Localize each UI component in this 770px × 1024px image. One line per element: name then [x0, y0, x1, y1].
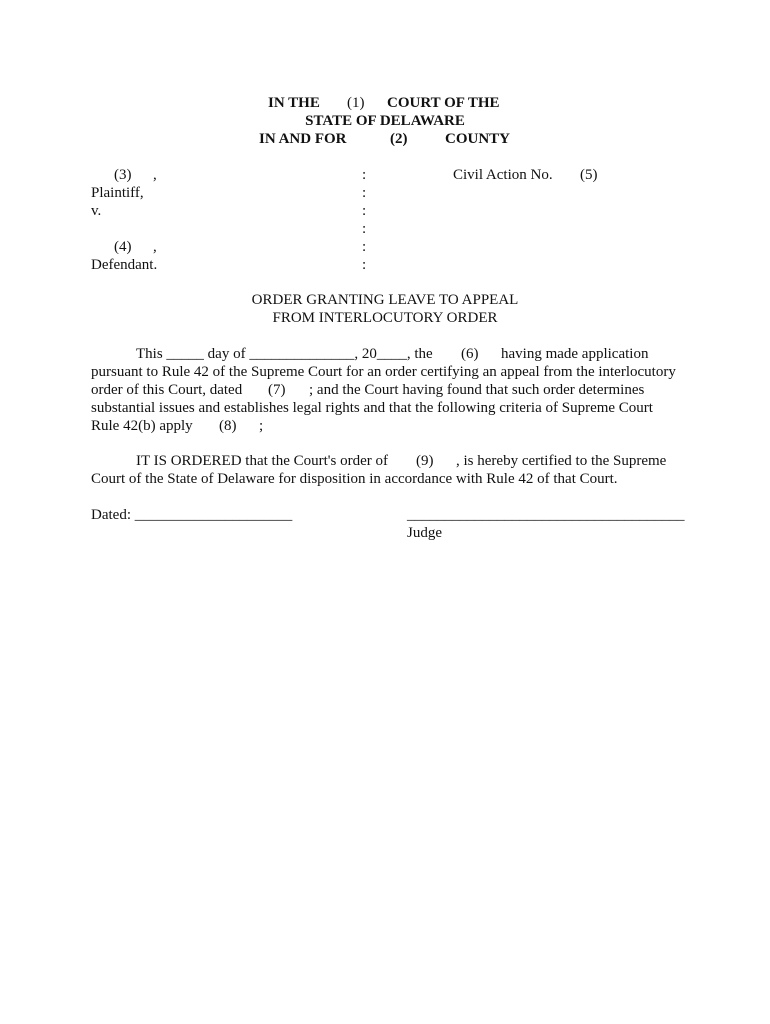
field-7-order-date: (7) [268, 382, 286, 398]
para1-line3-a: order of this Court, dated [91, 382, 243, 398]
field-9-order-reference: (9) [416, 453, 434, 469]
caption-in-and-for: IN AND FOR [259, 131, 347, 147]
para1-line4: substantial issues and establishes legal rights and that the following criteria of Supreme Court [91, 400, 653, 416]
caption-county: COUNTY [445, 131, 511, 147]
caption-separator: : [362, 257, 367, 273]
order-title-line-1: ORDER GRANTING LEAVE TO APPEAL [251, 292, 519, 308]
plaintiff-comma: , [153, 167, 157, 183]
field-3-plaintiff-name: (3) [114, 167, 132, 183]
caption-separator: : [362, 239, 367, 255]
field-6-applicant: (6) [461, 346, 479, 362]
judge-label: Judge [407, 525, 442, 541]
caption-separator: : [362, 185, 367, 201]
para1-line3-b: ; and the Court having found that such order determines [309, 382, 645, 398]
para2-line2: Court of the State of Delaware for disposition in accordance with Rule 42 of that Court. [91, 471, 618, 487]
caption-in-the: IN THE [268, 95, 320, 111]
order-title-line-2: FROM INTERLOCUTORY ORDER [272, 310, 498, 326]
dated-line: Dated: _____________________ [91, 507, 293, 523]
para1-line1-b: having made application [501, 346, 649, 362]
caption-state: STATE OF DELAWARE [305, 113, 465, 129]
defendant-comma: , [153, 239, 157, 255]
caption-separator: : [362, 221, 367, 237]
para2-line1-a: IT IS ORDERED that the Court's order of [136, 453, 388, 469]
caption-separator: : [362, 167, 367, 183]
field-4-defendant-name: (4) [114, 239, 132, 255]
field-2-county-name: (2) [390, 131, 408, 147]
defendant-label: Defendant. [91, 257, 158, 273]
para1-line1-a: This _____ day of ______________, 20____, the [136, 346, 433, 362]
judge-signature-line: _____________________________________ [407, 507, 685, 523]
civil-action-label: Civil Action No. [453, 167, 553, 183]
caption-separator: : [362, 203, 367, 219]
para2-line1-b: , is hereby certified to the Supreme [456, 453, 667, 469]
field-1-court-name: (1) [347, 95, 365, 111]
caption-court-of-the: COURT OF THE [387, 95, 500, 111]
field-8-criteria: (8) [219, 418, 237, 434]
versus-label: v. [91, 203, 102, 219]
field-5-civil-action-number: (5) [580, 167, 598, 183]
plaintiff-label: Plaintiff, [91, 185, 144, 201]
para1-line5-a: Rule 42(b) apply [91, 418, 193, 434]
para1-line5-b: ; [259, 418, 264, 434]
para1-line2: pursuant to Rule 42 of the Supreme Court for an order certifying an appeal from the interlocutory [91, 364, 676, 380]
